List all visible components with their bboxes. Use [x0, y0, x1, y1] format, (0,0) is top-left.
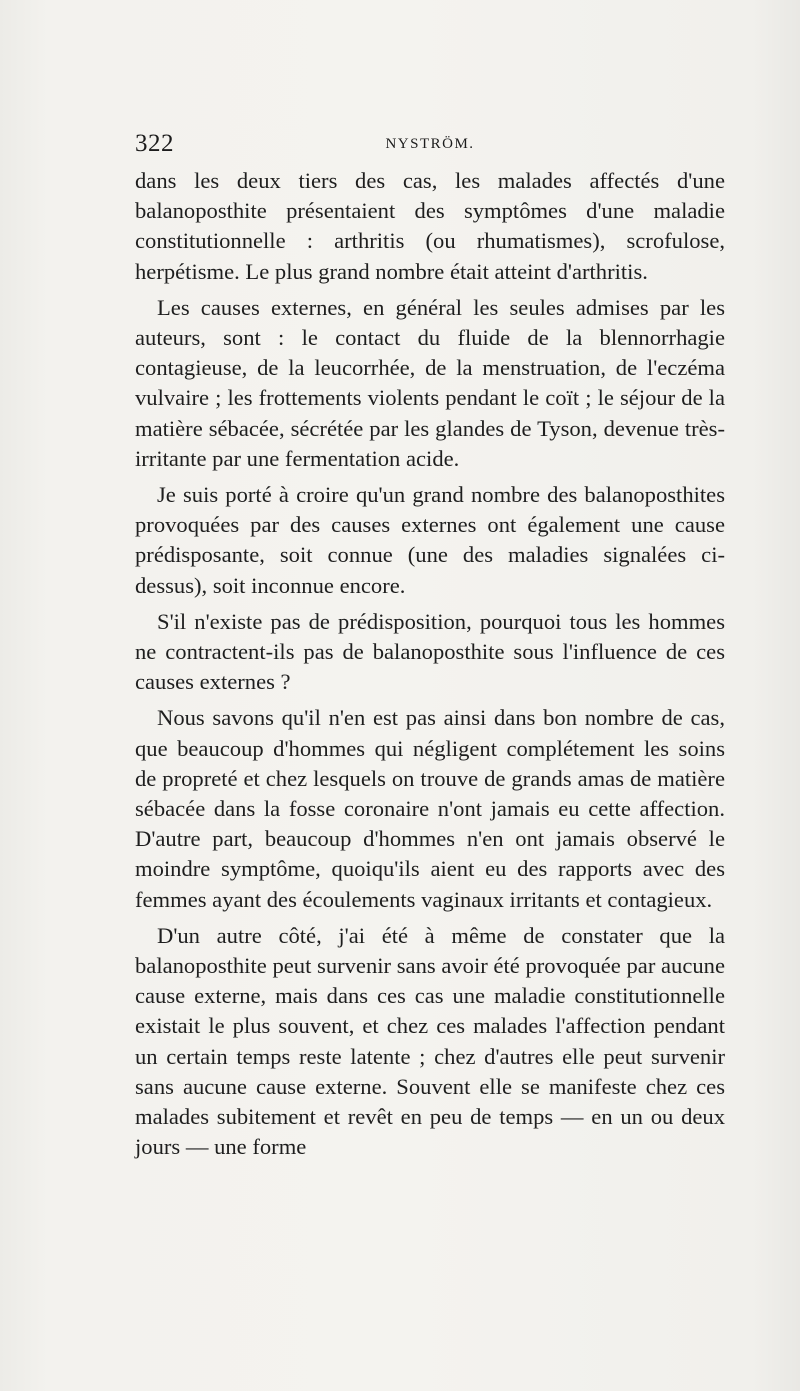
- page-number: 322: [135, 130, 174, 157]
- running-title: NYSTRÖM.: [385, 136, 475, 152]
- paragraph-constitutional: D'un autre côté, j'ai été à même de constater que la balanoposthite peut survenir sans avoir été provoquée par aucune cause externe, mais dans ces cas une maladie constitutionnelle existait le plus souvent, et chez ces malades l'affection pendant un certain temps reste latente ; chez d'autres elle peut survenir sans aucune cause externe. Souvent elle se manifeste chez ces malades subitement et revêt en peu de temps — en un ou deux jours — une forme: [135, 922, 725, 1160]
- body-text: [135, 166, 725, 1169]
- paragraph-predisposing-cause: Je suis porté à croire qu'un grand nombre des balanoposthites provoquées par des causes externes ont également une cause prédisposante, soit connue (une des maladies signalées ci-dessus), soit inconnue encore.: [135, 482, 725, 598]
- page-header: [135, 128, 725, 162]
- paragraph-continuation: dans les deux tiers des cas, les malades affectés d'une balanoposthite présentaient des symptômes d'une maladie constitutionnelle : arthritis (ou rhumatismes), scrofulose, herpétisme. Le plus grand nombre était atteint d'arthritis.: [135, 168, 725, 284]
- paragraph-question: S'il n'existe pas de prédisposition, pourquoi tous les hommes ne contractent-ils pas de balanoposthite sous l'influence de ces causes externes ?: [135, 608, 725, 695]
- paragraph-observations: Nous savons qu'il n'en est pas ainsi dans bon nombre de cas, que beaucoup d'hommes qui négligent complétement les soins de propreté et chez lesquels on trouve de grands amas de matière sébacée dans la fosse coronaire n'ont jamais eu cette affection. D'autre part, beaucoup d'hommes n'en ont jamais observé le moindre symptôme, quoiqu'ils aient eu des rapports avec des femmes ayant des écoulements vaginaux irritants et contagieux.: [135, 705, 725, 912]
- paragraph-external-causes: Les causes externes, en général les seules admises par les auteurs, sont : le contact du fluide de la blennorrhagie contagieuse, de la leucorrhée, de la menstruation, de l'eczéma vulvaire ; les frottements violents pendant le coït ; le séjour de la matière sébacée, sécrétée par les glandes de Tyson, devenue très-irritante par une fermentation acide.: [135, 294, 725, 471]
